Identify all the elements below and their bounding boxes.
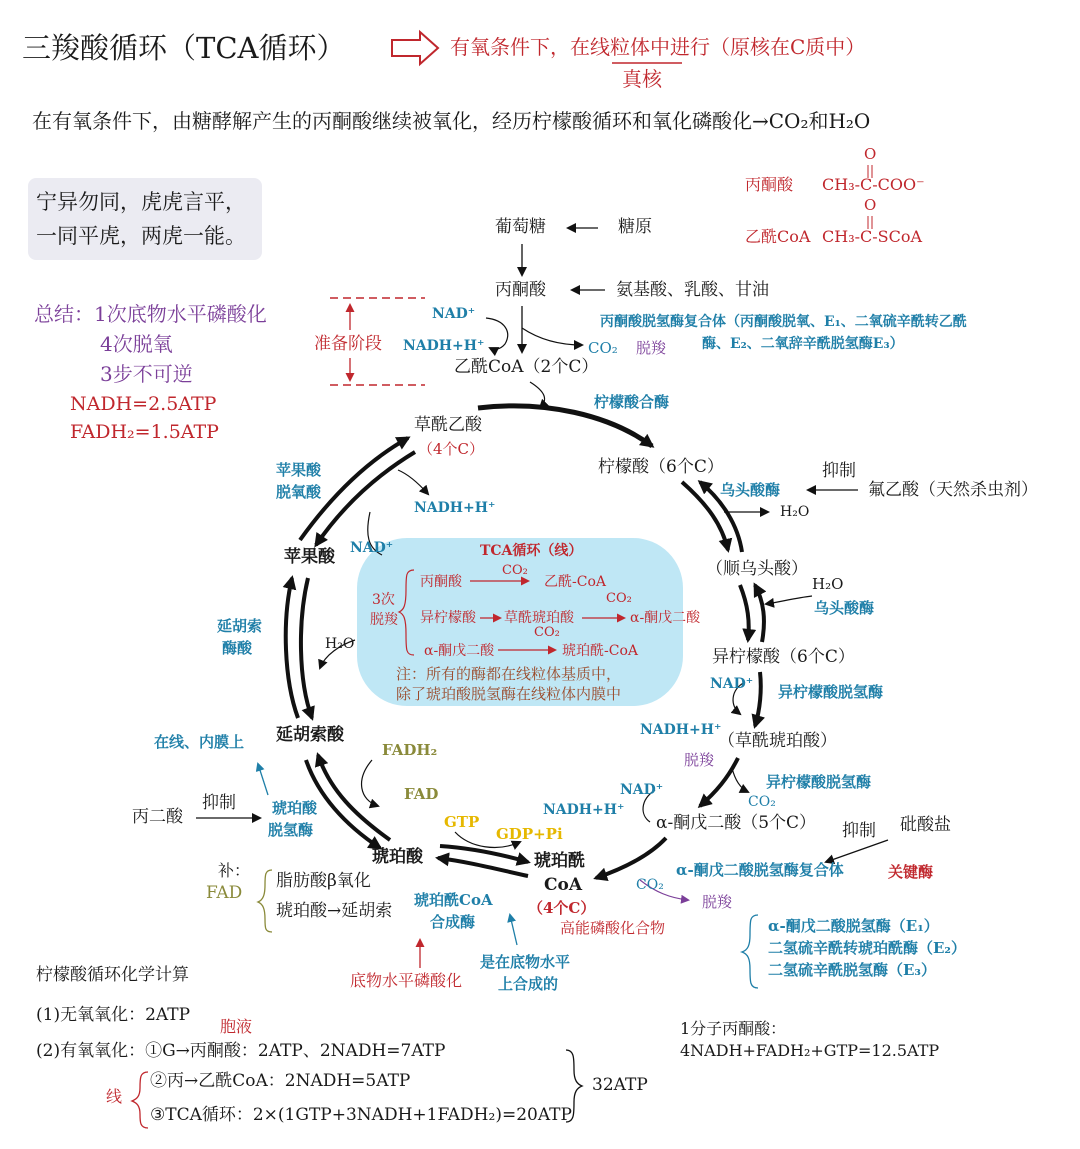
akg-decarb: 脱羧 (702, 893, 733, 911)
arrow-oaa-citrate (478, 406, 652, 446)
condition-eukaryote: 真核 (622, 67, 662, 91)
pyruvate-sources: 氨基酸、乳酸、甘油 (616, 280, 769, 300)
malate-nadh: NADH+H⁺ (414, 500, 496, 516)
akg-nad: NAD⁺ (620, 782, 664, 798)
substrate-level-note-2: 上合成的 (498, 975, 559, 993)
pyruvate: 丙酮酸 (495, 280, 546, 300)
fluoroacetate: 氟乙酸（天然杀虫剂） (868, 480, 1038, 500)
supplement-item2: 琥珀酸→延胡索 (276, 901, 393, 921)
inner-note-1: 注：所有的酶都在线粒体基质中， (396, 665, 622, 683)
acetyl-coa: 乙酰CoA（2个C） (454, 357, 599, 377)
mnemonic-line1: 宁异勿同，虎虎言平， (36, 190, 246, 214)
iso-co2: CO₂ (748, 794, 776, 810)
akg-co2: CO₂ (636, 877, 664, 893)
calc-aerobic-1: (2)有氧氧化：①G→丙酮酸：2ATP、2NADH=7ATP (36, 1041, 446, 1061)
succinyl-coa: 琥珀酰 (534, 851, 585, 871)
malate-dehydrogenase-2: 脱氧酸 (276, 483, 322, 501)
fad: FAD (404, 785, 439, 803)
arsenite: 砒酸盐 (900, 815, 951, 835)
akg-dehydrogenase-complex: α-酮戊二酸脱氢酶复合体 (676, 861, 844, 879)
calc-aerobic-2: ②丙→乙酰CoA：2NADH=5ATP (150, 1071, 411, 1091)
description: 在有氧条件下，由糖酵解产生的丙酮酸继续被氧化，经历柠檬酸循环和氧化磷酸化→CO₂和H₂O (32, 109, 871, 133)
calc-aerobic-3: ③TCA循环：2×(1GTP+3NADH+1FADH₂)=20ATP (150, 1105, 572, 1125)
summary-line1: 总结：1次底物水平磷酸化 (34, 302, 267, 326)
inner-r3-co2: CO₂ (534, 625, 560, 640)
citrate-synthase: 柠檬酸合酶 (594, 393, 670, 411)
malonate: 丙二酸 (132, 807, 183, 827)
substrate-level-phosphorylation: 底物水平磷酸化 (350, 971, 463, 990)
calc-pyruvate-yield: 4NADH+FADH₂+GTP=12.5ATP (680, 1041, 940, 1060)
h2o-in: H₂O (812, 575, 844, 593)
inner-membrane-note: 在线、内膜上 (154, 733, 245, 751)
inner-r1-co2: CO₂ (502, 563, 528, 578)
prep-stage-label: 准备阶段 (314, 334, 382, 354)
inhibit-2: 抑制 (842, 821, 876, 841)
page-title: 三羧酸循环（TCA循环） (22, 31, 346, 65)
inner-title: TCA循环（线） (480, 543, 583, 559)
key-enzyme: 关键酶 (888, 863, 934, 881)
glucose: 葡萄糖 (495, 217, 546, 237)
struct-pyruvate-formula: CH₃-C-COO⁻ (822, 175, 925, 194)
struct-acoa-formula: CH₃-C-SCoA (822, 227, 923, 246)
inner-r2-c: α-酮戊二酸 (630, 610, 701, 626)
oxaloacetate: 草酰乙酸 (414, 415, 482, 435)
prep-nad: NAD⁺ (432, 306, 476, 322)
inner-note-2: 除了琥珀酸脱氢酶在线粒体内膜中 (396, 685, 622, 703)
succinate-dehydrogenase: 琥珀酸 (272, 799, 318, 817)
fumarase-2: 酶酸 (222, 639, 253, 657)
akgdh-e3: 二氢硫辛酰脱氢酶（E₃） (768, 961, 937, 979)
header-arrow (392, 32, 438, 64)
inhibit-3: 抑制 (202, 793, 236, 813)
mnemonic-line2: 一同平虎，两虎一能。 (36, 224, 246, 248)
calc-title: 柠檬酸循环化学计算 (36, 965, 189, 985)
gtp: GTP (444, 813, 480, 831)
condition-text: 有氧条件下，在线粒体中进行（原核在C质中） (450, 35, 866, 59)
iso-nad: NAD⁺ (710, 676, 754, 692)
prep-decarb: 脱羧 (636, 339, 667, 357)
inner-r1-a: 丙酮酸 (420, 574, 462, 590)
inner-side-2: 脱羧 (370, 612, 398, 628)
isocitrate-dehydrogenase: 异柠檬酸脱氢酶 (778, 683, 884, 701)
supplement-label: 补： (218, 861, 251, 880)
summary-line2: 4次脱氧 (100, 332, 173, 356)
pdh-complex-2: 酶、E₂、二氧辞辛酰脱氢酶E₃） (702, 336, 904, 352)
isocitrate-dehydrogenase-2: 异柠檬酸脱氢酶 (766, 773, 872, 791)
supplement-item1: 脂肪酸β氧化 (276, 871, 371, 891)
akg-nadh: NADH+H⁺ (543, 802, 625, 818)
malate: 苹果酸 (284, 547, 335, 567)
inner-r3-a: α-酮戊二酸 (424, 643, 495, 659)
inner-r1-b: 乙酰-CoA (544, 574, 606, 590)
summary-nadh: NADH=2.5ATP (70, 393, 217, 415)
succinyl-coa-carbons: （4个C） (528, 899, 596, 917)
oxaloacetate-carbons: （4个C） (418, 440, 485, 458)
pdh-complex: 丙酮酸脱氢酶复合体（丙酮酸脱氧、E₁、二氧硫辛酰转乙酰 (600, 314, 967, 330)
calc-anaerobic: (1)无氧氧化：2ATP (36, 1005, 191, 1025)
iso-decarb: 脱羧 (684, 751, 715, 769)
oxalosuccinate: （草酰琥珀酸） (718, 731, 837, 751)
isocitrate: 异柠檬酸（6个C） (712, 647, 855, 667)
malate-dehydrogenase: 苹果酸 (276, 461, 322, 479)
struct-acoa-name: 乙酰CoA (745, 227, 811, 246)
aconitase-2: 乌头酸酶 (814, 599, 875, 617)
h2o-out: H₂O (780, 504, 810, 520)
fumarate-h2o: H₂O (325, 636, 355, 652)
succinyl-coa-2: CoA (544, 875, 583, 895)
summary-fadh2: FADH₂=1.5ATP (70, 421, 219, 443)
supplement-fad: FAD (206, 883, 243, 903)
substrate-level-note: 是在底物水平 (480, 953, 571, 971)
succinate: 琥珀酸 (372, 847, 423, 867)
inner-side-1: 3次 (372, 592, 395, 608)
calc-cytosol: 胞液 (220, 1017, 253, 1036)
succinyl-coa-synthetase-2: 合成酶 (430, 913, 476, 931)
inner-r2-co2: CO₂ (606, 591, 632, 606)
prep-co2: CO₂ (588, 339, 618, 357)
inner-r2-b: 草酰琥珀酸 (504, 610, 574, 626)
prep-nadh: NADH+H⁺ (403, 338, 485, 354)
fumarase: 延胡索 (217, 617, 263, 635)
iso-nadh: NADH+H⁺ (640, 722, 722, 738)
malate-nad: NAD⁺ (350, 540, 394, 556)
struct-pyruvate-name: 丙酮酸 (745, 175, 794, 194)
glycogen: 糖原 (618, 217, 652, 237)
fumarate: 延胡索酸 (276, 725, 344, 745)
succinate-dehydrogenase-2: 脱氢酶 (268, 821, 314, 839)
struct-o2: O (864, 196, 877, 214)
aconitase-1: 乌头酸酶 (720, 481, 781, 499)
calc-pyruvate-title: 1分子丙酮酸： (680, 1019, 787, 1038)
inner-r3-b: 琥珀酰-CoA (562, 643, 638, 659)
fadh2: FADH₂ (382, 741, 438, 759)
alpha-ketoglutarate: α-酮戊二酸（5个C） (656, 813, 817, 833)
struct-o1: O (864, 145, 877, 163)
succinyl-coa-synthetase: 琥珀酰CoA (414, 891, 493, 909)
high-energy-compound: 高能磷酸化合物 (560, 919, 666, 937)
cis-aconitate: （顺乌头酸） (706, 559, 808, 579)
inner-r2-a: 异柠檬酸 (420, 610, 476, 626)
calc-mito: 线 (106, 1087, 123, 1106)
inhibit-1: 抑制 (822, 461, 856, 481)
gdp-pi: GDP+Pi (496, 825, 563, 843)
citrate: 柠檬酸（6个C） (598, 457, 724, 477)
akgdh-e2: 二氢硫辛酰转琥珀酰酶（E₂） (768, 939, 967, 957)
summary-line3: 3步不可逆 (100, 362, 193, 386)
calc-total: 32ATP (592, 1075, 648, 1095)
akgdh-e1: α-酮戊二酸脱氢酶（E₁） (768, 917, 939, 935)
